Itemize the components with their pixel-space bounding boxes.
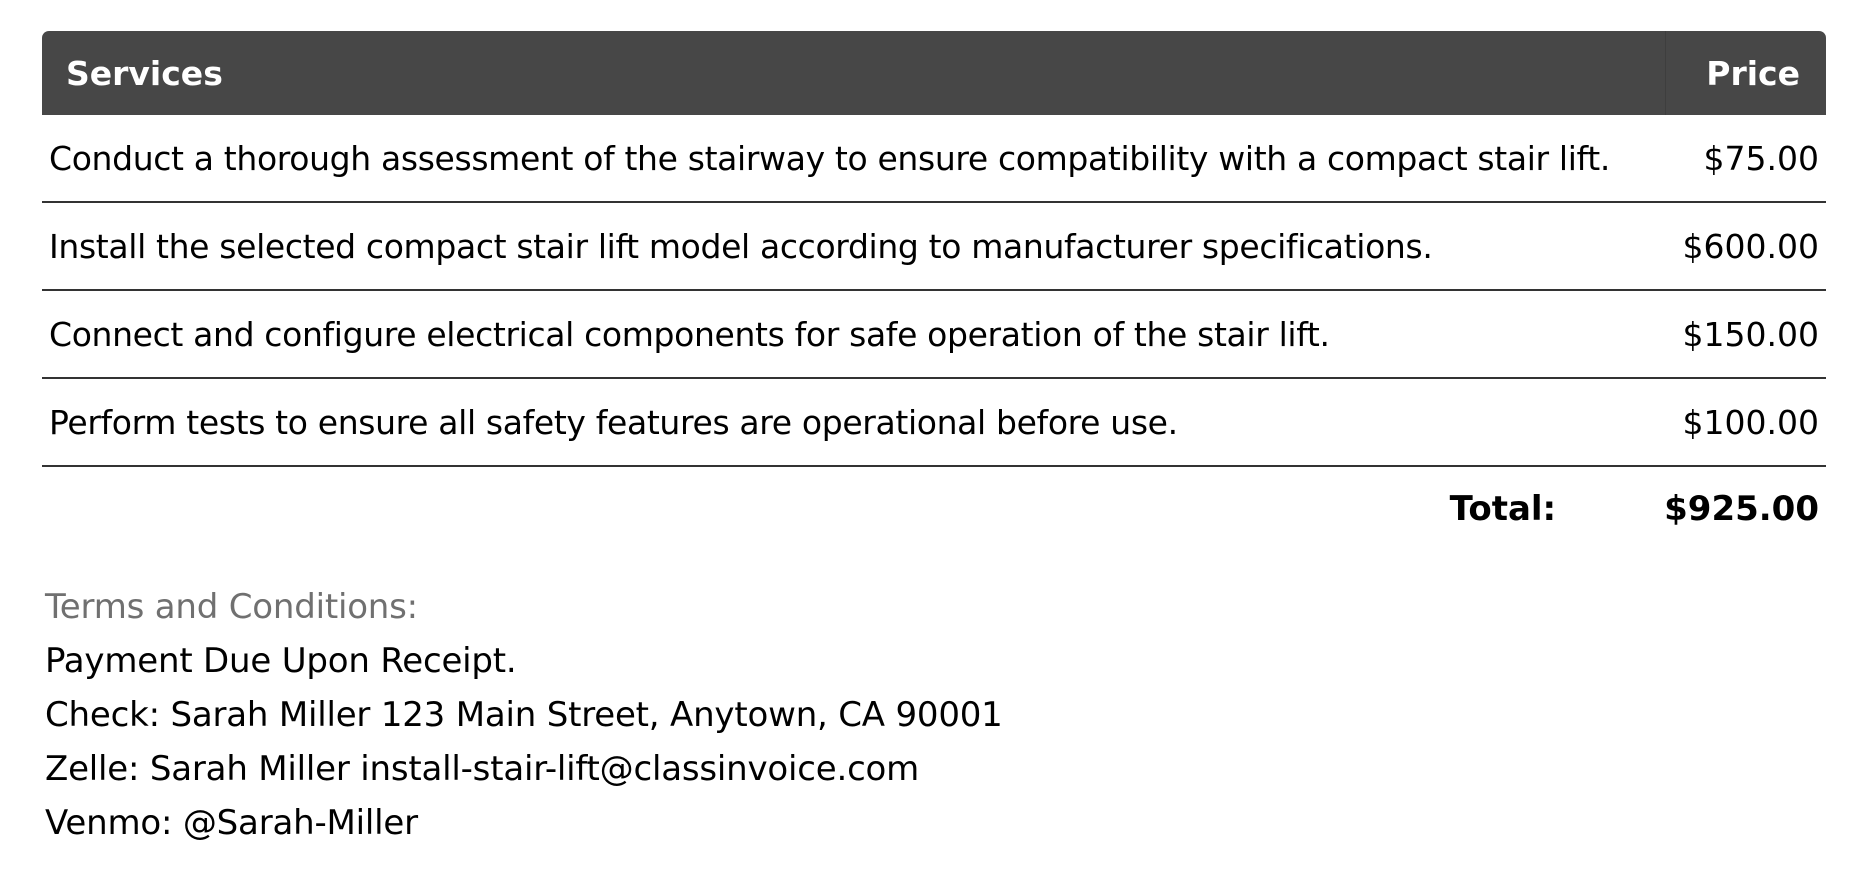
- table-row: [42, 115, 1826, 203]
- service-description: Connect and configure electrical components for safe operation of the stair lift.: [49, 314, 1330, 354]
- total-value: $925.00: [1664, 489, 1819, 529]
- services-table: [42, 31, 1826, 551]
- service-price: $75.00: [1703, 138, 1819, 178]
- terms-title: Terms and Conditions:: [45, 587, 418, 627]
- table-header: [42, 31, 1826, 115]
- total-label: Total:: [1449, 489, 1557, 529]
- price-column-header: Price: [1706, 53, 1800, 93]
- service-price: $600.00: [1682, 226, 1819, 266]
- venmo-payment-line: Venmo: @Sarah-Miller: [45, 803, 418, 843]
- payment-due-line: Payment Due Upon Receipt.: [45, 641, 517, 681]
- zelle-payment-line: Zelle: Sarah Miller install-stair-lift@classinvoice.com: [45, 749, 920, 789]
- service-price: $150.00: [1682, 314, 1819, 354]
- total-row: [42, 467, 1826, 551]
- table-row: [42, 291, 1826, 379]
- services-column-header: Services: [42, 31, 1666, 115]
- service-description: Install the selected compact stair lift model according to manufacturer specifications.: [49, 226, 1433, 266]
- table-row: [42, 379, 1826, 467]
- terms-and-conditions: [45, 580, 1003, 850]
- check-payment-line: Check: Sarah Miller 123 Main Street, Anytown, CA 90001: [45, 695, 1003, 735]
- service-description: Perform tests to ensure all safety features are operational before use.: [49, 402, 1178, 442]
- service-price: $100.00: [1682, 402, 1819, 442]
- table-row: [42, 203, 1826, 291]
- service-description: Conduct a thorough assessment of the stairway to ensure compatibility with a compact stair lift.: [49, 138, 1610, 178]
